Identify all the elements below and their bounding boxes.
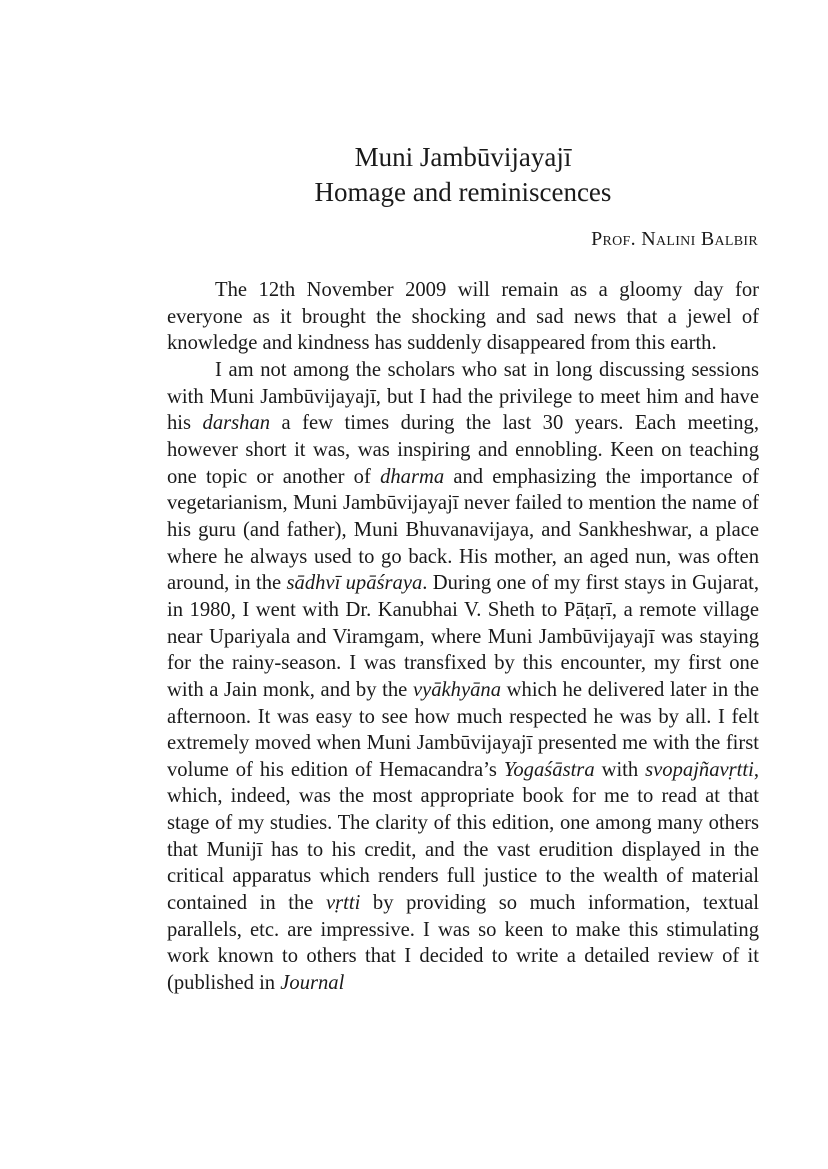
text-segment: and emphasizing the importance of vegetarianism, Muni Jambūvijayajī never failed to mention the name of his guru (and father), Muni Bhuvanavijaya, and Sankheshwar, a place where he always used to go back. His mother, an aged nun, was often around, in the	[167, 465, 759, 595]
italic-title-yogasastra: Yogaśāstra	[503, 758, 595, 781]
italic-title-journal: Journal	[280, 972, 345, 995]
article-title	[167, 140, 759, 210]
paragraph-2	[167, 357, 759, 997]
text-segment: with	[594, 758, 646, 781]
text-segment: a few times during the last 30 years. Each meeting, however short it was, was inspiring and ennobling. Keen on teaching one topic or another of	[167, 412, 759, 488]
title-line-1: Muni Jambūvijayajī	[354, 142, 572, 172]
italic-term-dharma: dharma	[380, 465, 445, 488]
italic-term-vyakhyana: vyākhyāna	[412, 678, 502, 701]
text-segment: by providing so much information, textual parallels, etc. are impressive. I was so keen to make this stimulating work known to others that I decided to write a detailed review of it (published in	[167, 892, 759, 995]
italic-term-darshan: darshan	[202, 412, 271, 435]
italic-term-sadhvi-upasraya: sādhvī upāśraya	[286, 572, 423, 595]
article-body	[167, 277, 759, 997]
text-segment: I am not among the scholars who sat in long discussing sessions with Muni Jambūvijayajī, but I had the privilege to meet him and have his	[167, 358, 759, 435]
text-segment: . During one of my first stays in Gujarat, in 1980, I went with Dr. Kanubhai V. Sheth to Pāṭaṛī, a remote village near Upariyala and Viramgam, where Muni Jambūvijayajī was staying for the rainy-season. I was transfixed by this encounter, my first one with a Jain monk, and by the	[167, 572, 759, 701]
text-segment: which he delivered later in the afternoon. It was easy to see how much respected he was by all. I felt extremely moved when Muni Jambūvijayajī presented me with the first volume of his edition of Hemacandra’s	[167, 678, 760, 781]
author-name: Prof. Nalini Balbir	[591, 228, 758, 250]
text-segment: The 12th November 2009 will remain as a gloomy day for everyone as it brought the shocking and sad news that a jewel of knowledge and kindness has suddenly disappeared from this earth.	[167, 279, 759, 355]
italic-term-svopajnavrtti: svopajñavṛtti	[645, 758, 754, 781]
paragraph-1	[167, 277, 759, 357]
title-line-2: Homage and reminiscences	[314, 177, 612, 207]
text-segment: , which, indeed, was the most appropriate book for me to read at that stage of my studies. The clarity of this edition, one among many others that Munijī has to his credit, and the vast erudition displayed in the critical apparatus which renders full justice to the wealth of material contained in the	[167, 758, 759, 915]
italic-term-vrtti: vṛtti	[326, 892, 361, 915]
